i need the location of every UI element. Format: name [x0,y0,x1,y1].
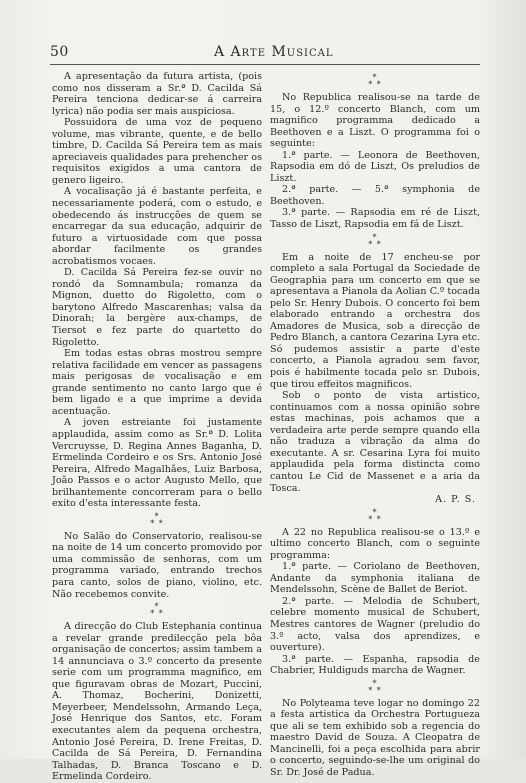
paragraph: A vocalisação já é bastante perfeita, e necessariamente poderá, com o estudo, e obedecendo ás instrucções de quem se encarregar da sua educação, adquirir de futuro a virtuosidade com que possa abordar facilmente os grandes acrobatismos vocaes. [52,186,262,267]
section-separator: * * * [368,678,382,695]
paragraph: A 22 no Republica realisou-se o 13.º e ultimo concerto Blanch, com o seguinte programma: [270,526,480,561]
paragraph: No Salão do Conservatorio, realisou-se na noite de 14 um concerto promovido por uma commissão de senhoras, com um programma variado, entrando trechos para canto, solos de piano, violino, etc. Não recebemos convite. [52,530,262,600]
paragraph: No Republica realisou-se na tarde de 15, o 12.º concerto Blanch, com um magnifico programma dedicado a Beethoven e a Liszt. O programma foi o seguinte: [270,92,480,150]
paragraph: A apresentação da futura artista, (pois como nos disseram a Sr.ª D. Cacilda Sá Pereira tenciona dedicar-se á carreira lyrica) não podia ser mais auspiciosa. [52,71,262,117]
paragraph: A joven estreiante foi justamente applaudida, assim como as Sr.ª D. Lolita Vercruysse, D. Regina Annes Baganha, D. Ermelinda Cordeiro e os Srs. Antonio José Pereira, Alfredo Magalhães, Luiz Barbosa, João Passos e o actor Augusto Mello, que brilhantemente concorreram para o bello exito d'esta interessante festa. [52,417,262,510]
paragraph: Em a noite de 17 encheu-se por completo a sala Portugal da Sociedade de Geographia para um concerto em que se apresentava a Pianola da Aolian C.º tocada pelo Sr. Henry Dubois. O concerto foi bem elaborado entrando a orchestra dos Amadores de Musica, sob a direcção de Pedro Blanch, a cantora Cezarina Lyra etc. Só pudemos assistir a parte d'este concerto, a Pianola agradou sem favor, pois é habilmente tocada pelo sr. Dubois, que tirou effeitos magnificos. [270,251,480,390]
page-number: 50 [50,44,69,60]
program-item: 3.ª parte. — Rapsodia em ré de Liszt, Tasso de Liszt, Rapsodia em fá de Liszt. [270,207,480,231]
header-rule [50,64,480,65]
author-signature: A. P. S. [435,494,476,506]
section-separator: * * * [368,232,382,249]
program-item: 2.ª parte. — Melodia de Schubert, celebre momento musical de Schubert, Mestres cantores de Wagner (preludio do 3.º acto, valsa dos aprendizes, e ouverture). [270,595,480,654]
section-separator: * * * [368,73,382,89]
running-title: A Arte Musical [214,44,334,60]
left-column [52,71,262,783]
paragraph: A direcção do Club Estephania continua a revelar grande predilecção pela bôa organisação de concertos; assim tambem a 14 annunciava o 3.º concerto da presente serie com um programma magnifico, em que figuravam obras de Mozart, Puccini, A. Thomaz, Bocherini, Donizetti, Meyerbeer, Mendelssohn, Armando Leça, José Henrique dos Santos, etc. Foram executantes alem da pequena orchestra, Antonio José Pereira, D. Irene Freitas, D. Cacilda de Sá Pereira, D. Fernandina Talhadas, D. Branca Toscano e D. Ermelinda Cordeiro. [52,621,262,783]
paragraph: Em todas estas obras mostrou sempre relativa facilidade em vencer as passagens mais perigosas de vocalisação e em grande sentimento no canto largo que é bem ligado e a que imprime a devida acentuação. [52,348,262,417]
section-separator: * * * [150,602,164,619]
program-item: 1.ª parte. — Coriolano de Beethoven, Andante da symphonia italiana de Mendelssohn, Scène de Ballet de Beriot. [270,561,480,596]
section-separator: * * * [368,507,382,524]
right-column [270,71,480,779]
paragraph: Sob o ponto de vista artistico, continuamos com a nossa opinião sobre estas machinas, pois achamos que a verdadeira arte perde sempre quando ella não traduza a vibração da alma do executante. A sr. Cesarina Lyra foi muito applaudida pela forma distincta como cantou Le Cid de Massenet e a aria da Tosca. [270,390,480,494]
paragraph: No Polyteama teve logar no domingo 22 a festa artistica da Orchestra Portugueza que ali se tem exhibido sob a regencia do maestro David de Souza. A Cleopatra de Mancinelli, foi a peça escolhida para abrir o concerto, seguindo-se-lhe um original do Sr. Dr. José de Padua. [270,697,480,778]
program-item: 1.ª parte. — Leonora de Beethoven, Rapsodia em dó de Liszt, Os preludios de Liszt. [270,149,480,184]
paragraph: Possuidora de uma voz de pequeno volume, mas vibrante, quente, e de bello timbre, D. Cacilda Sá Pereira tem as mais apreciaveis qualidades para prehencher os requisitos exigidos a uma cantora de genero ligeiro. [52,117,262,186]
program-item: 3.ª parte. — Espanha, rapsodia de Chabrier, Huldiguds marcha de Wagner. [270,653,480,677]
program-item: 2.ª parte. — 5.ª symphonia de Beethoven. [270,184,480,207]
paragraph: D. Cacilda Sá Pereira fez-se ouvir no rondó da Somnambula; romanza da Mignon, duetto do Rigoletto, com o barytono Alfredo Mascarenhas; valsa da Dinorah; la bergère aux-champs, de Tiersot e fez parte do quartetto do Rigoletto. [52,267,262,348]
section-separator: * * * [150,511,164,528]
